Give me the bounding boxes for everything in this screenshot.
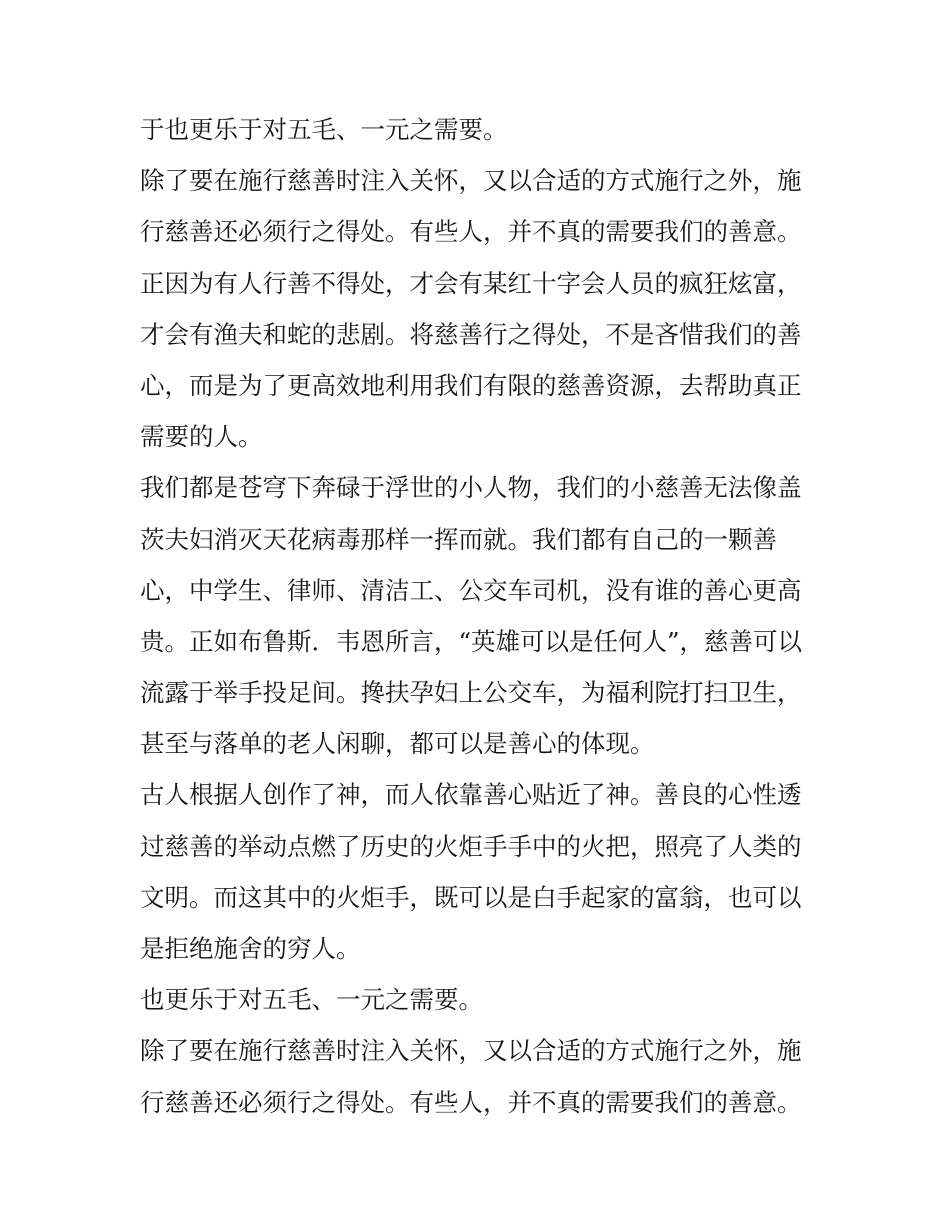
text-line: 是拒绝施舍的穷人。 <box>140 934 361 963</box>
text-line: 文明。而这其中的火炬手，既可以是白手起家的富翁，也可以 <box>140 882 802 912</box>
text-line: 除了要在施行慈善时注入关怀，又以合适的方式施行之外，施 <box>140 1036 802 1066</box>
text-line: 心，而是为了更高效地利用我们有限的慈善资源，去帮助真正 <box>140 370 802 400</box>
text-line: 行慈善还必须行之得处。有些人，并不真的需要我们的善意。 <box>140 1087 802 1117</box>
text-line: 茨夫妇消灭天花病毒那样一挥而就。我们都有自己的一颗善 <box>140 524 777 554</box>
text-line: 流露于举手投足间。搀扶孕妇上公交车，为福利院打扫卫生， <box>140 678 802 708</box>
text-line: 贵。正如布鲁斯．韦恩所言，“英雄可以是任何人”，慈善可以 <box>140 626 803 656</box>
text-line: 正因为有人行善不得处，才会有某红十字会人员的疯狂炫富， <box>140 268 802 298</box>
text-line: 我们都是苍穹下奔碌于浮世的小人物，我们的小慈善无法像盖 <box>140 473 802 503</box>
text-line: 需要的人。 <box>140 422 263 452</box>
text-line: 除了要在施行慈善时注入关怀，又以合适的方式施行之外，施 <box>140 166 802 196</box>
text-line: 也更乐于对五毛、一元之需要。 <box>140 985 483 1015</box>
text-line: 心，中学生、律师、清洁工、公交车司机，没有谁的善心更高 <box>140 575 802 605</box>
body-text <box>140 104 816 1128</box>
text-line: 才会有渔夫和蛇的悲剧。将慈善行之得处，不是吝惜我们的善 <box>140 319 802 349</box>
text-line: 行慈善还必须行之得处。有些人，并不真的需要我们的善意。 <box>140 217 802 247</box>
text-line: 甚至与落单的老人闲聊，都可以是善心的体现。 <box>140 729 655 759</box>
text-line: 古人根据人创作了神，而人依靠善心贴近了神。善良的心性透 <box>140 780 802 810</box>
text-line: 过慈善的举动点燃了历史的火炬手手中的火把，照亮了人类的 <box>140 831 802 861</box>
text-line: 于也更乐于对五毛、一元之需要。 <box>140 115 508 144</box>
